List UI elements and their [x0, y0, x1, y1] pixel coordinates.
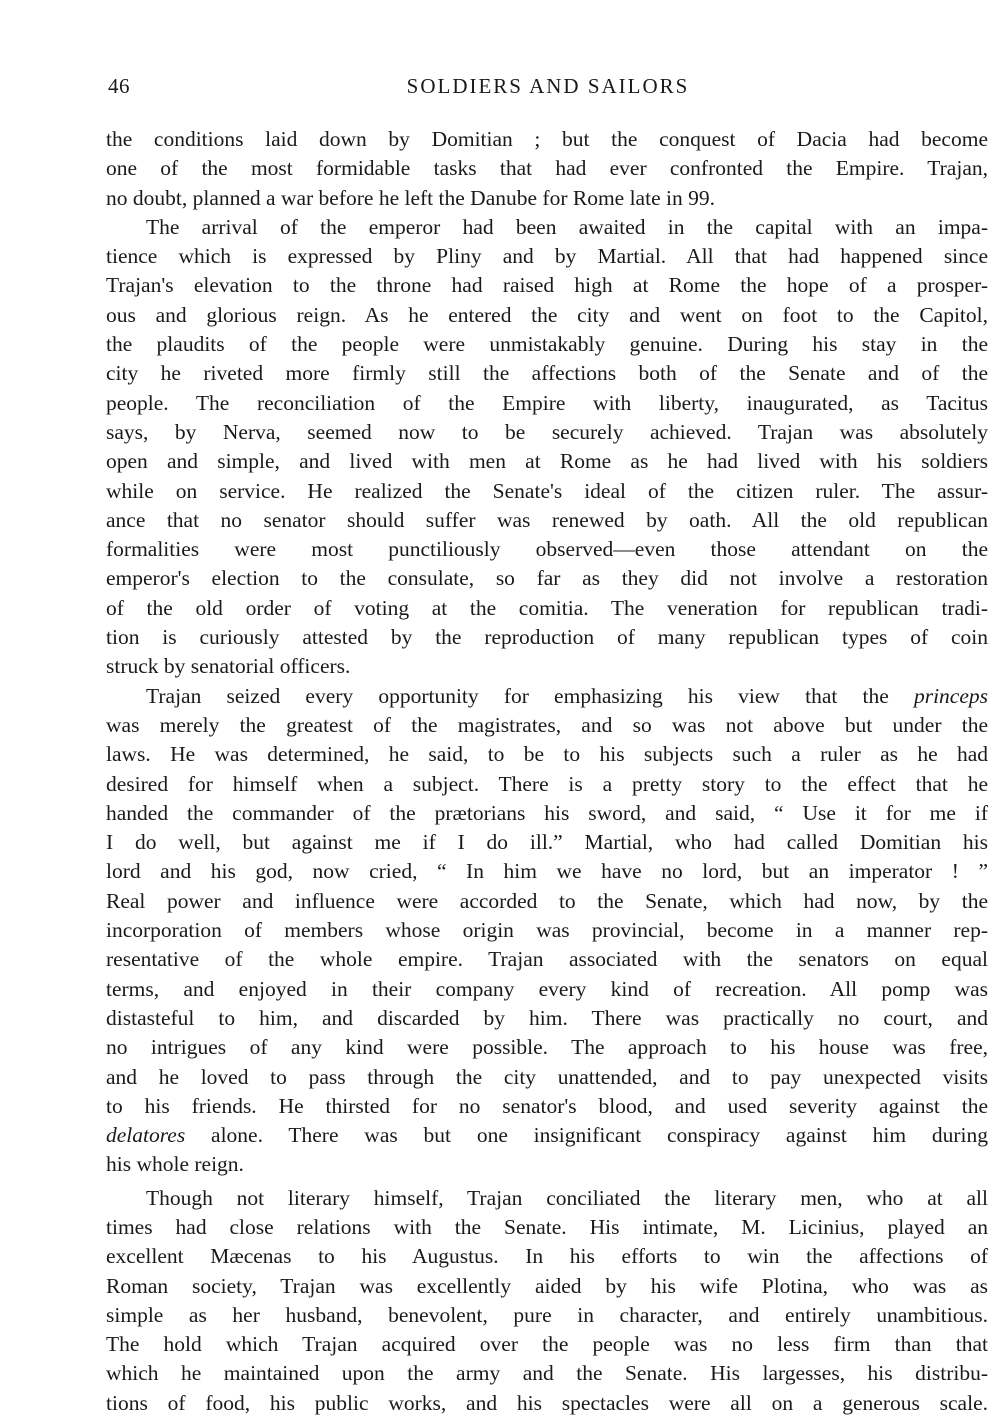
text-line: [106, 682, 988, 711]
text-line: I do well, but against me if I do ill.” Martial, who had called Domitian his: [106, 830, 988, 855]
body-text: [106, 125, 988, 1418]
text-line: tions of food, his public works, and his spectacles were all on a generous scale.: [106, 1390, 988, 1415]
text-line: the conditions laid down by Domitian ; but the conquest of Dacia had become: [106, 127, 988, 151]
text-line: emperor's election to the consulate, so far as they did not involve a restoration: [106, 566, 988, 591]
text-line: open and simple, and lived with men at Rome as he had lived with his soldiers: [106, 449, 988, 474]
text-line: says, by Nerva, seemed now to be securely achieved. Trajan was absolutely: [106, 419, 988, 444]
text-line: struck by senatorial officers.: [106, 654, 351, 679]
text-line: desired for himself when a subject. There is a pretty story to the effect that he: [106, 771, 988, 796]
text-line: Real power and influence were accorded to the Senate, which had now, by the: [106, 888, 988, 913]
text-line: while on service. He realized the Senate's ideal of the citizen ruler. The assur-: [106, 478, 988, 503]
text-line: laws. He was determined, he said, to be to his subjects such a ruler as he had: [106, 742, 988, 767]
text-line: [106, 1121, 988, 1150]
text-line: people. The reconciliation of the Empire with liberty, inaugurated, as Tacitus: [106, 390, 988, 415]
italic-term-delatores: delatores: [106, 1123, 186, 1148]
text-line: no intrigues of any kind were possible. The approach to his house was free,: [106, 1035, 988, 1060]
page-header: [108, 74, 988, 104]
text-line: ance that no senator should suffer was renewed by oath. All the old republican: [106, 507, 988, 532]
text-line: Though not literary himself, Trajan conciliated the literary men, who at all: [146, 1185, 988, 1210]
text-line: The hold which Trajan acquired over the people was no less firm than that: [106, 1332, 988, 1357]
paragraph-1: [106, 125, 988, 213]
text-line: Trajan's elevation to the throne had raised high at Rome the hope of a prosper-: [106, 273, 988, 298]
text-line: no doubt, planned a war before he left the Danube for Rome late in 99.: [106, 185, 715, 210]
text-line: his whole reign.: [106, 1152, 244, 1177]
text-line: was merely the greatest of the magistrates, and so was not above but under the: [106, 712, 988, 737]
text-line: Roman society, Trajan was excellently aided by his wife Plotina, who was as: [106, 1273, 988, 1298]
text-line: of the old order of voting at the comitia. The veneration for republican tradi-: [106, 595, 988, 620]
text-line: lord and his god, now cried, “ In him we have no lord, but an imperator ! ”: [106, 859, 988, 884]
text-segment: alone. There was but one insignificant conspiracy against him during: [185, 1123, 988, 1148]
text-line: handed the commander of the prætorians his sword, and said, “ Use it for me if: [106, 800, 988, 825]
text-line: times had close relations with the Senate. His intimate, M. Licinius, played an: [106, 1214, 988, 1239]
text-line: city he riveted more firmly still the affections both of the Senate and of the: [106, 361, 988, 386]
text-line: tion is curiously attested by the reproduction of many republican types of coin: [106, 625, 988, 650]
page-number: 46: [108, 74, 130, 98]
text-line: simple as her husband, benevolent, pure in character, and entirely unambitious.: [106, 1302, 988, 1327]
running-title: SOLDIERS AND SAILORS: [406, 74, 690, 98]
text-line: resentative of the whole empire. Trajan associated with the senators on equal: [106, 947, 988, 972]
text-line: which he maintained upon the army and the Senate. His largesses, his distribu-: [106, 1361, 988, 1386]
italic-term-princeps: princeps: [913, 683, 988, 708]
text-line: distasteful to him, and discarded by him. There was practically no court, and: [106, 1005, 988, 1030]
text-line: tience which is expressed by Pliny and by Martial. All that had happened since: [106, 244, 988, 269]
paragraph-3: [106, 682, 988, 1180]
text-line: and he loved to pass through the city unattended, and to pay unexpected visits: [106, 1064, 988, 1089]
text-line: ous and glorious reign. As he entered the city and went on foot to the Capitol,: [106, 302, 988, 327]
text-line: The arrival of the emperor had been awaited in the capital with an impa-: [146, 214, 988, 239]
text-line: terms, and enjoyed in their company every kind of recreation. All pomp was: [106, 976, 988, 1001]
text-line: one of the most formidable tasks that had ever confronted the Empire. Trajan,: [106, 156, 988, 181]
text-line: the plaudits of the people were unmistakably genuine. During his stay in the: [106, 332, 988, 357]
text-line: excellent Mæcenas to his Augustus. In his efforts to win the affections of: [106, 1244, 988, 1269]
paragraph-4: [106, 1184, 988, 1418]
text-line: formalities were most punctiliously observed—even those attendant on the: [106, 537, 988, 562]
text-line: incorporation of members whose origin was provincial, become in a manner rep-: [106, 918, 988, 943]
text-line: to his friends. He thirsted for no senator's blood, and used severity against the: [106, 1093, 988, 1118]
text-segment: Trajan seized every opportunity for emphasizing his view that the: [146, 683, 914, 708]
paragraph-2: [106, 213, 988, 682]
